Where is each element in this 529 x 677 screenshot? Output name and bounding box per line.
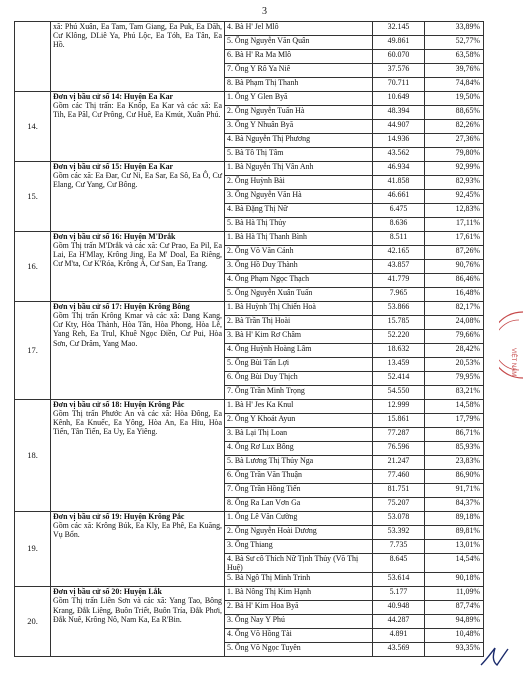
vote-percentage: 82,17% [425,302,484,316]
vote-percentage: 92,99% [425,162,484,176]
vote-count: 41.858 [373,176,425,190]
vote-percentage: 52,77% [425,36,484,50]
vote-count: 75.207 [373,498,425,512]
vote-count: 15.861 [373,414,425,428]
candidate-name: 7. Ông Trần Hồng Tiến [225,484,373,498]
page-number: 3 [262,6,267,17]
vote-count: 48.394 [373,106,425,120]
unit-description [51,22,225,92]
vote-percentage: 89,18% [425,512,484,526]
candidate-name: 2. Ông Y Khoát Ayun [225,414,373,428]
candidate-row [15,232,484,246]
svg-text:VIỆT NAM: VIỆT NAM [510,348,516,377]
candidate-name: 5. Bà Tô Thị Tâm [225,148,373,162]
candidate-name: 2. Bà Trần Thị Hoài [225,316,373,330]
candidate-name: 3. Ông Nguyễn Văn Hà [225,190,373,204]
vote-count: 60.070 [373,50,425,64]
candidate-row [15,92,484,106]
vote-percentage: 14,58% [425,400,484,414]
vote-count: 40.948 [373,601,425,615]
vote-count: 12.999 [373,400,425,414]
vote-percentage: 79,80% [425,148,484,162]
vote-count: 21.247 [373,456,425,470]
vote-percentage: 10,48% [425,629,484,643]
unit-number: 16. [15,232,51,302]
unit-title: Đơn vị bầu cử số 16: Huyện M'Drắk [53,232,176,241]
candidate-name: 4. Ông Huỳnh Hoàng Lâm [225,344,373,358]
unit-communes: Gồm các Thị trấn: Ea Knốp, Ea Kar và các xã: Ea Tih, Ea Păl, Cư Prông, Cư Huê, Ea Kmút, Xuân Phú. [53,101,222,120]
candidate-row [15,400,484,414]
vote-count: 49.861 [373,36,425,50]
vote-count: 53.392 [373,526,425,540]
vote-count: 52.220 [373,330,425,344]
candidate-row [15,22,484,36]
vote-count: 7.965 [373,288,425,302]
vote-count: 81.751 [373,484,425,498]
vote-percentage: 20,53% [425,358,484,372]
unit-number: 19. [15,512,51,587]
vote-percentage: 87,26% [425,246,484,260]
vote-percentage: 91,71% [425,484,484,498]
candidate-row [15,587,484,601]
unit-description [51,302,225,400]
vote-percentage: 11,09% [425,587,484,601]
vote-percentage: 12,83% [425,204,484,218]
candidate-name: 5. Ông Bùi Tấn Lợi [225,358,373,372]
candidate-name: 1. Ông Lê Văn Cường [225,512,373,526]
unit-title: Đơn vị bầu cử số 18: Huyện Krông Pắc [53,400,185,409]
election-results-body [15,22,484,657]
vote-count: 10.649 [373,92,425,106]
vote-count: 4.891 [373,629,425,643]
vote-percentage: 94,89% [425,615,484,629]
candidate-name: 2. Ông Nguyễn Hoài Dương [225,526,373,540]
vote-percentage: 17,11% [425,218,484,232]
signature-mark [477,645,511,669]
vote-count: 41.779 [373,274,425,288]
vote-count: 6.475 [373,204,425,218]
candidate-row [15,302,484,316]
vote-count: 5.177 [373,587,425,601]
vote-percentage: 90,76% [425,260,484,274]
vote-count: 53.614 [373,573,425,587]
unit-description [51,400,225,512]
vote-count: 43.857 [373,260,425,274]
candidate-name: 8. Bà Phạm Thị Thanh [225,78,373,92]
vote-count: 13.459 [373,358,425,372]
vote-count: 46.661 [373,190,425,204]
vote-percentage: 86,71% [425,428,484,442]
vote-percentage: 17,61% [425,232,484,246]
vote-percentage: 88,65% [425,106,484,120]
vote-count: 52.414 [373,372,425,386]
vote-percentage: 86,90% [425,470,484,484]
unit-communes: xã: Phú Xuân, Ea Tam, Tam Giang, Ea Puk, Ea Dăh, Cư Klông, DLiê Ya, Phú Lộc, Ea Tóh, Ea Tân, Ea Hồ. [53,22,222,50]
vote-count: 43.562 [373,148,425,162]
vote-percentage: 17,79% [425,414,484,428]
vote-percentage: 16,48% [425,288,484,302]
candidate-name: 5. Ông Nguyễn Xuân Tuấn [225,288,373,302]
vote-percentage: 79,95% [425,372,484,386]
unit-description [51,512,225,587]
candidate-name: 1. Ông Y Glen Byă [225,92,373,106]
unit-communes: Gồm Thị trấn Phước An và các xã: Hòa Đông, Ea Kênh, Ea Knuếc, Ea Yông, Hòa An, Ea Hiu, Hòa Tiến, Tân Tiến, Ea Uy, Ea Yiêng. [53,409,222,437]
vote-percentage: 74,84% [425,78,484,92]
vote-percentage: 39,76% [425,64,484,78]
candidate-name: 4. Ông Võ Hồng Tài [225,629,373,643]
unit-communes: Gồm Thị trấn M'Drắk và các xã: Cư Prao, Ea Pil, Ea Lai, Ea H'Mlay, Krông Jing, Ea M' Doal, Ea Riêng, Cư M'ta, Cư K'Róa, Krông Á, Cư San, Ea Trang. [53,241,222,269]
vote-percentage: 84,37% [425,498,484,512]
vote-count: 15.785 [373,316,425,330]
unit-communes: Gồm các xã: Krông Búk, Ea Kly, Ea Phê, Ea Kuăng, Vụ Bổn. [53,521,222,540]
vote-percentage: 86,46% [425,274,484,288]
unit-number: 20. [15,587,51,657]
vote-percentage: 33,89% [425,22,484,36]
candidate-row [15,512,484,526]
candidate-name: 4. Bà H' Jel Mlô [225,22,373,36]
vote-percentage: 27,36% [425,134,484,148]
vote-count: 14.936 [373,134,425,148]
candidate-name: 5. Bà Ngô Thị Minh Trinh [225,573,373,587]
vote-count: 54.550 [373,386,425,400]
vote-percentage: 82,93% [425,176,484,190]
unit-title: Đơn vị bầu cử số 14: Huyện Ea Kar [53,92,174,101]
unit-number: 14. [15,92,51,162]
unit-description [51,162,225,232]
candidate-name: 7. Ông Y Rô Ya Niê [225,64,373,78]
vote-count: 32.145 [373,22,425,36]
candidate-name: 4. Bà Sư cô Thích Nữ Tịnh Thủy (Võ Thị Huệ) [225,554,373,573]
candidate-name: 2. Ông Huỳnh Bài [225,176,373,190]
vote-count: 18.632 [373,344,425,358]
unit-description [51,232,225,302]
vote-percentage: 28,42% [425,344,484,358]
candidate-name: 4. Bà Nguyễn Thị Phương [225,134,373,148]
candidate-name: 2. Ông Nguyễn Tuấn Hà [225,106,373,120]
unit-number: 15. [15,162,51,232]
candidate-name: 3. Ông Y Nhuân Byă [225,120,373,134]
candidate-name: 5. Ông Nguyễn Văn Quân [225,36,373,50]
unit-communes: Gồm Thị trấn Krông Kmar và các xã: Dang Kang, Cư Kty, Hòa Thành, Hòa Tân, Hòa Phong, Hòa Lễ, Yang Reh, Ea Trul, Khuê Ngọc Điền, Cư Pui, Hòa Sơn, Cư Drăm, Yang Mao. [53,311,222,348]
vote-count: 8.636 [373,218,425,232]
candidate-name: 5. Bà Hà Thị Thủy [225,218,373,232]
vote-percentage: 82,26% [425,120,484,134]
vote-count: 53.866 [373,302,425,316]
candidate-name: 1. Bà Hà Thị Thanh Bình [225,232,373,246]
vote-count: 77.287 [373,428,425,442]
vote-percentage: 24,08% [425,316,484,330]
candidate-name: 3. Ông Nay Y Phú [225,615,373,629]
vote-percentage: 89,81% [425,526,484,540]
candidate-name: 1. Bà Nguyễn Thị Vân Anh [225,162,373,176]
vote-percentage: 92,45% [425,190,484,204]
vote-count: 8.511 [373,232,425,246]
candidate-name: 8. Ông Ra Lan Vơn Ga [225,498,373,512]
candidate-name: 6. Bà H' Ra Ma Mlô [225,50,373,64]
candidate-name: 3. Ông Thiang [225,540,373,554]
unit-communes: Gồm các xã: Ea Đar, Cư Ni, Ea Sar, Ea Sô, Ea Ô, Cư Elang, Cư Yang, Cư Bông. [53,171,222,190]
vote-count: 37.576 [373,64,425,78]
vote-count: 70.711 [373,78,425,92]
unit-title: Đơn vị bầu cử số 20: Huyện Lắk [53,587,162,597]
candidate-name: 4. Ông Rơ Lux Bông [225,442,373,456]
seal-stamp-fragment [499,310,525,380]
vote-percentage: 83,21% [425,386,484,400]
vote-percentage: 14,54% [425,554,484,573]
unit-number [15,22,51,92]
candidate-name: 5. Ông Võ Ngọc Tuyên [225,643,373,657]
unit-title: Đơn vị bầu cử số 17: Huyện Krông Bông [53,302,190,311]
unit-description [51,587,225,657]
vote-count: 7.735 [373,540,425,554]
vote-percentage: 13,01% [425,540,484,554]
vote-count: 76.596 [373,442,425,456]
candidate-name: 5. Bà Lương Thị Thủy Nga [225,456,373,470]
candidate-name: 4. Bà Đặng Thị Nữ [225,204,373,218]
vote-percentage: 87,74% [425,601,484,615]
vote-percentage: 63,58% [425,50,484,64]
candidate-name: 3. Bà Lại Thị Loan [225,428,373,442]
unit-communes: Gồm Thị trấn Liên Sơn và các xã: Yang Tao, Bông Krang, Đắk Liêng, Buôn Triết, Buôn Tría, Đắk Phơi, Đắk Nuê, Krông Nô, Nam Ka, Ea R'Bin. [53,596,222,624]
vote-count: 46.934 [373,162,425,176]
vote-percentage: 85,93% [425,442,484,456]
candidate-name: 3. Ông Hồ Duy Thành [225,260,373,274]
unit-number: 18. [15,400,51,512]
candidate-name: 7. Ông Trần Minh Trọng [225,386,373,400]
unit-description [51,92,225,162]
unit-number: 17. [15,302,51,400]
vote-count: 77.460 [373,470,425,484]
vote-count: 44.287 [373,615,425,629]
candidate-name: 2. Bà H' Kim Hoa Byă [225,601,373,615]
vote-count: 8.645 [373,554,425,573]
vote-percentage: 79,66% [425,330,484,344]
unit-title: Đơn vị bầu cử số 15: Huyện Ea Kar [53,162,174,171]
candidate-name: 2. Ông Võ Văn Cảnh [225,246,373,260]
election-results-table [14,21,484,657]
vote-count: 42.165 [373,246,425,260]
vote-count: 43.569 [373,643,425,657]
vote-percentage: 19,50% [425,92,484,106]
candidate-name: 1. Bà Huỳnh Thị Chiến Hoà [225,302,373,316]
vote-count: 44.907 [373,120,425,134]
vote-percentage: 93,35% [425,643,484,657]
candidate-name: 3. Bà H' Kim Rơ Châm [225,330,373,344]
vote-count: 53.078 [373,512,425,526]
candidate-name: 6. Ông Trần Văn Thuận [225,470,373,484]
candidate-name: 1. Bà Nông Thị Kim Hạnh [225,587,373,601]
candidate-row [15,162,484,176]
candidate-name: 1. Bà H' Jes Ka Knul [225,400,373,414]
unit-title: Đơn vị bầu cử số 19: Huyện Krông Pắc [53,512,185,521]
vote-percentage: 23,83% [425,456,484,470]
vote-percentage: 90,18% [425,573,484,587]
candidate-name: 6. Ông Bùi Duy Thịch [225,372,373,386]
candidate-name: 4. Ông Phạm Ngọc Thạch [225,274,373,288]
